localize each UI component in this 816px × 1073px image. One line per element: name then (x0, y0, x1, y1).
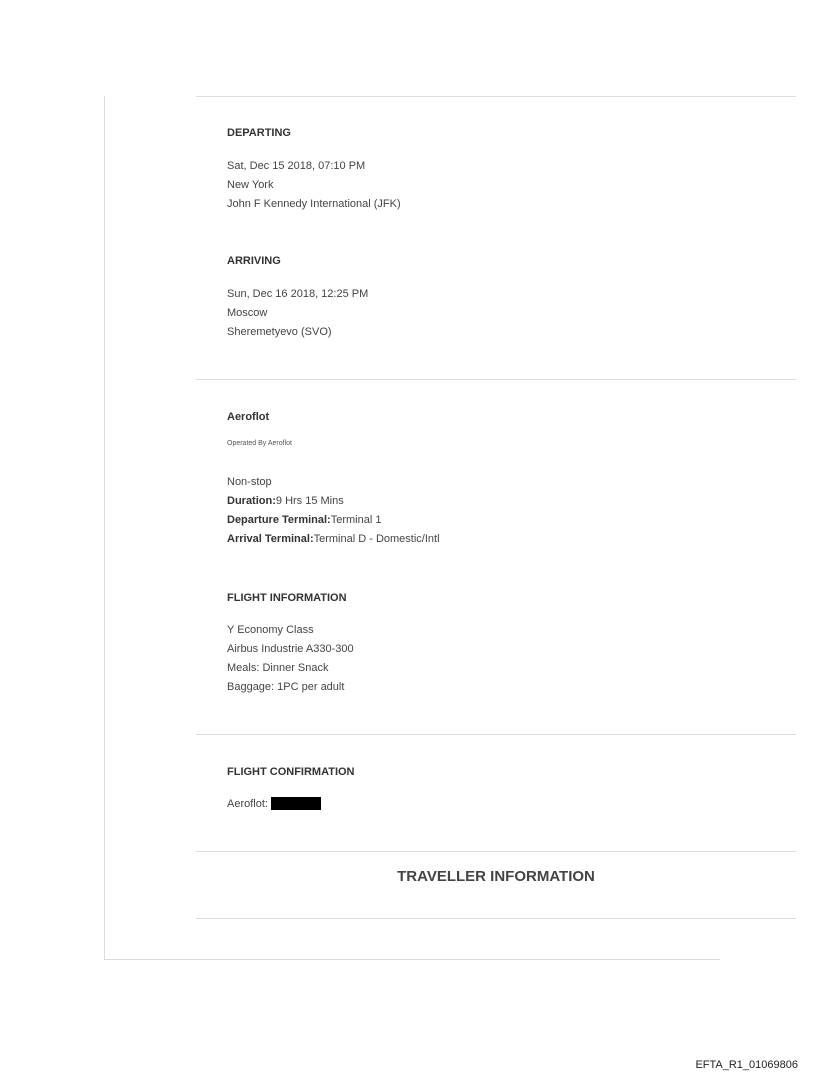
airline-name: Aeroflot (227, 411, 270, 423)
departing-datetime: Sat, Dec 15 2018, 07:10 PM (227, 160, 366, 172)
departing-city: New York (227, 179, 274, 191)
departure-terminal-label: Departure Terminal: (227, 514, 331, 526)
departure-terminal-row (227, 513, 381, 527)
flight-confirmation-heading: FLIGHT CONFIRMATION (227, 766, 355, 778)
confirmation-label: Aeroflot: (227, 798, 268, 810)
baggage-info: Baggage: 1PC per adult (227, 681, 345, 693)
document-id: EFTA_R1_01069806 (695, 1059, 798, 1071)
divider-after-traveller (196, 918, 796, 919)
arriving-heading: ARRIVING (227, 255, 281, 267)
outer-frame-bottom-border (104, 959, 720, 960)
aircraft-type: Airbus Industrie A330-300 (227, 643, 354, 655)
arriving-city: Moscow (227, 307, 268, 319)
divider-after-flight-info (196, 734, 796, 735)
arrival-terminal-value: Terminal D - Domestic/Intl (313, 533, 440, 545)
divider-top (196, 96, 796, 97)
arrival-terminal-row (227, 532, 440, 546)
arriving-datetime: Sun, Dec 16 2018, 12:25 PM (227, 288, 369, 300)
flight-information-heading: FLIGHT INFORMATION (227, 592, 347, 604)
meals-info: Meals: Dinner Snack (227, 662, 329, 674)
operated-by: Operated By Aeroflot (227, 440, 292, 447)
duration-row (227, 494, 344, 508)
departing-heading: DEPARTING (227, 127, 291, 139)
confirmation-row (227, 797, 321, 811)
arriving-airport: Sheremetyevo (SVO) (227, 326, 332, 338)
redaction-block (271, 797, 321, 810)
duration-value: 9 Hrs 15 Mins (275, 495, 344, 507)
arrival-terminal-label: Arrival Terminal: (227, 533, 314, 545)
departure-terminal-value: Terminal 1 (330, 514, 382, 526)
outer-frame-left-border (104, 96, 105, 960)
traveller-information-title: TRAVELLER INFORMATION (397, 868, 595, 885)
divider-before-traveller (196, 851, 796, 852)
departing-airport: John F Kennedy International (JFK) (227, 198, 401, 210)
cabin-class: Y Economy Class (227, 624, 314, 636)
stops-info: Non-stop (227, 476, 272, 488)
duration-label: Duration: (227, 495, 276, 507)
divider-after-arriving (196, 379, 796, 380)
